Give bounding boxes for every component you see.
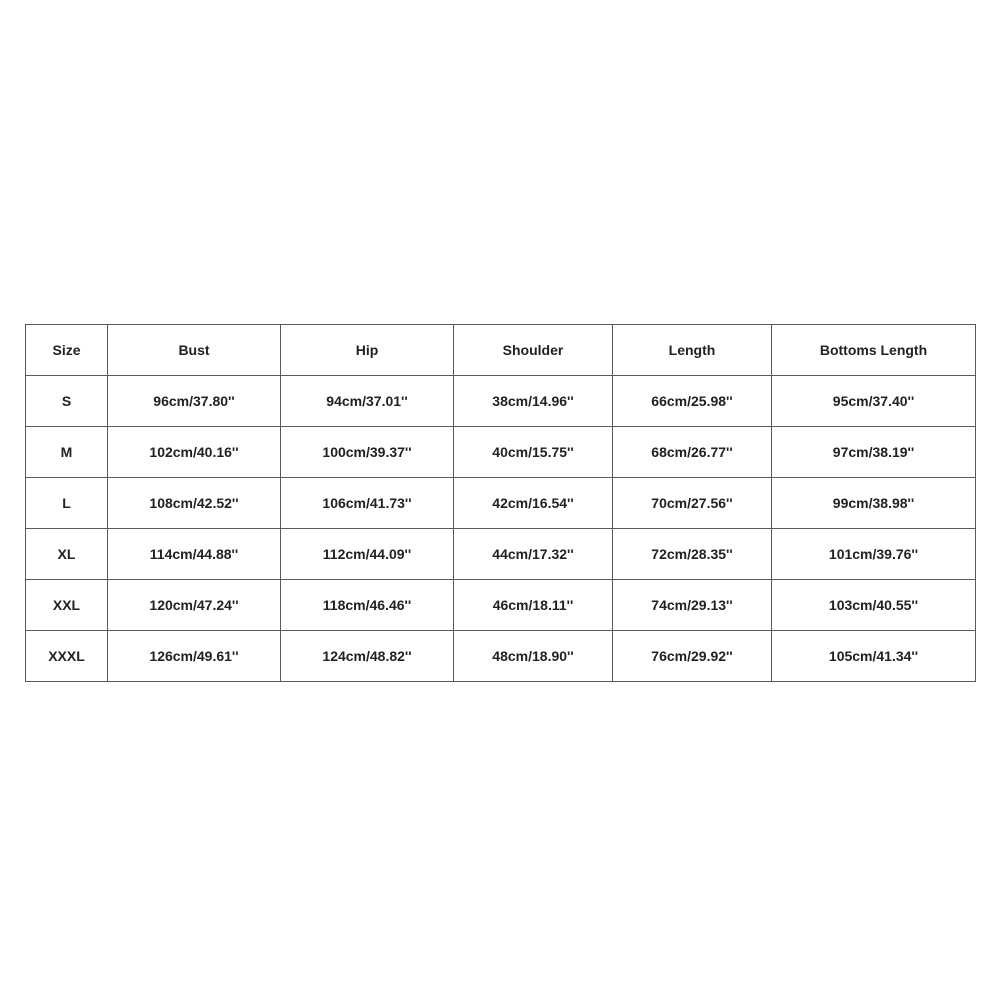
table-row (26, 427, 976, 478)
shoulder-cell: 42cm/16.54'' (454, 478, 613, 529)
length-cell: 74cm/29.13'' (613, 580, 772, 631)
header-size: Size (26, 325, 108, 376)
size-cell: M (26, 427, 108, 478)
length-cell: 68cm/26.77'' (613, 427, 772, 478)
shoulder-cell: 46cm/18.11'' (454, 580, 613, 631)
size-cell: XXL (26, 580, 108, 631)
hip-cell: 112cm/44.09'' (281, 529, 454, 580)
hip-cell: 94cm/37.01'' (281, 376, 454, 427)
shoulder-cell: 38cm/14.96'' (454, 376, 613, 427)
header-bottoms-length: Bottoms Length (772, 325, 976, 376)
bottoms-length-cell: 101cm/39.76'' (772, 529, 976, 580)
hip-cell: 100cm/39.37'' (281, 427, 454, 478)
bottoms-length-cell: 95cm/37.40'' (772, 376, 976, 427)
table-row (26, 580, 976, 631)
hip-cell: 124cm/48.82'' (281, 631, 454, 682)
header-hip: Hip (281, 325, 454, 376)
size-cell: XL (26, 529, 108, 580)
bust-cell: 120cm/47.24'' (108, 580, 281, 631)
hip-cell: 118cm/46.46'' (281, 580, 454, 631)
bottoms-length-cell: 97cm/38.19'' (772, 427, 976, 478)
bust-cell: 108cm/42.52'' (108, 478, 281, 529)
table-row (26, 376, 976, 427)
bust-cell: 96cm/37.80'' (108, 376, 281, 427)
shoulder-cell: 48cm/18.90'' (454, 631, 613, 682)
bust-cell: 102cm/40.16'' (108, 427, 281, 478)
shoulder-cell: 40cm/15.75'' (454, 427, 613, 478)
bust-cell: 114cm/44.88'' (108, 529, 281, 580)
bust-cell: 126cm/49.61'' (108, 631, 281, 682)
bottoms-length-cell: 103cm/40.55'' (772, 580, 976, 631)
size-chart-table (25, 324, 976, 682)
header-row (26, 325, 976, 376)
length-cell: 70cm/27.56'' (613, 478, 772, 529)
table-row (26, 478, 976, 529)
table-row (26, 631, 976, 682)
length-cell: 76cm/29.92'' (613, 631, 772, 682)
length-cell: 66cm/25.98'' (613, 376, 772, 427)
size-cell: XXXL (26, 631, 108, 682)
size-cell: L (26, 478, 108, 529)
shoulder-cell: 44cm/17.32'' (454, 529, 613, 580)
header-length: Length (613, 325, 772, 376)
table-row (26, 529, 976, 580)
bottoms-length-cell: 105cm/41.34'' (772, 631, 976, 682)
header-bust: Bust (108, 325, 281, 376)
length-cell: 72cm/28.35'' (613, 529, 772, 580)
size-cell: S (26, 376, 108, 427)
hip-cell: 106cm/41.73'' (281, 478, 454, 529)
bottoms-length-cell: 99cm/38.98'' (772, 478, 976, 529)
header-shoulder: Shoulder (454, 325, 613, 376)
